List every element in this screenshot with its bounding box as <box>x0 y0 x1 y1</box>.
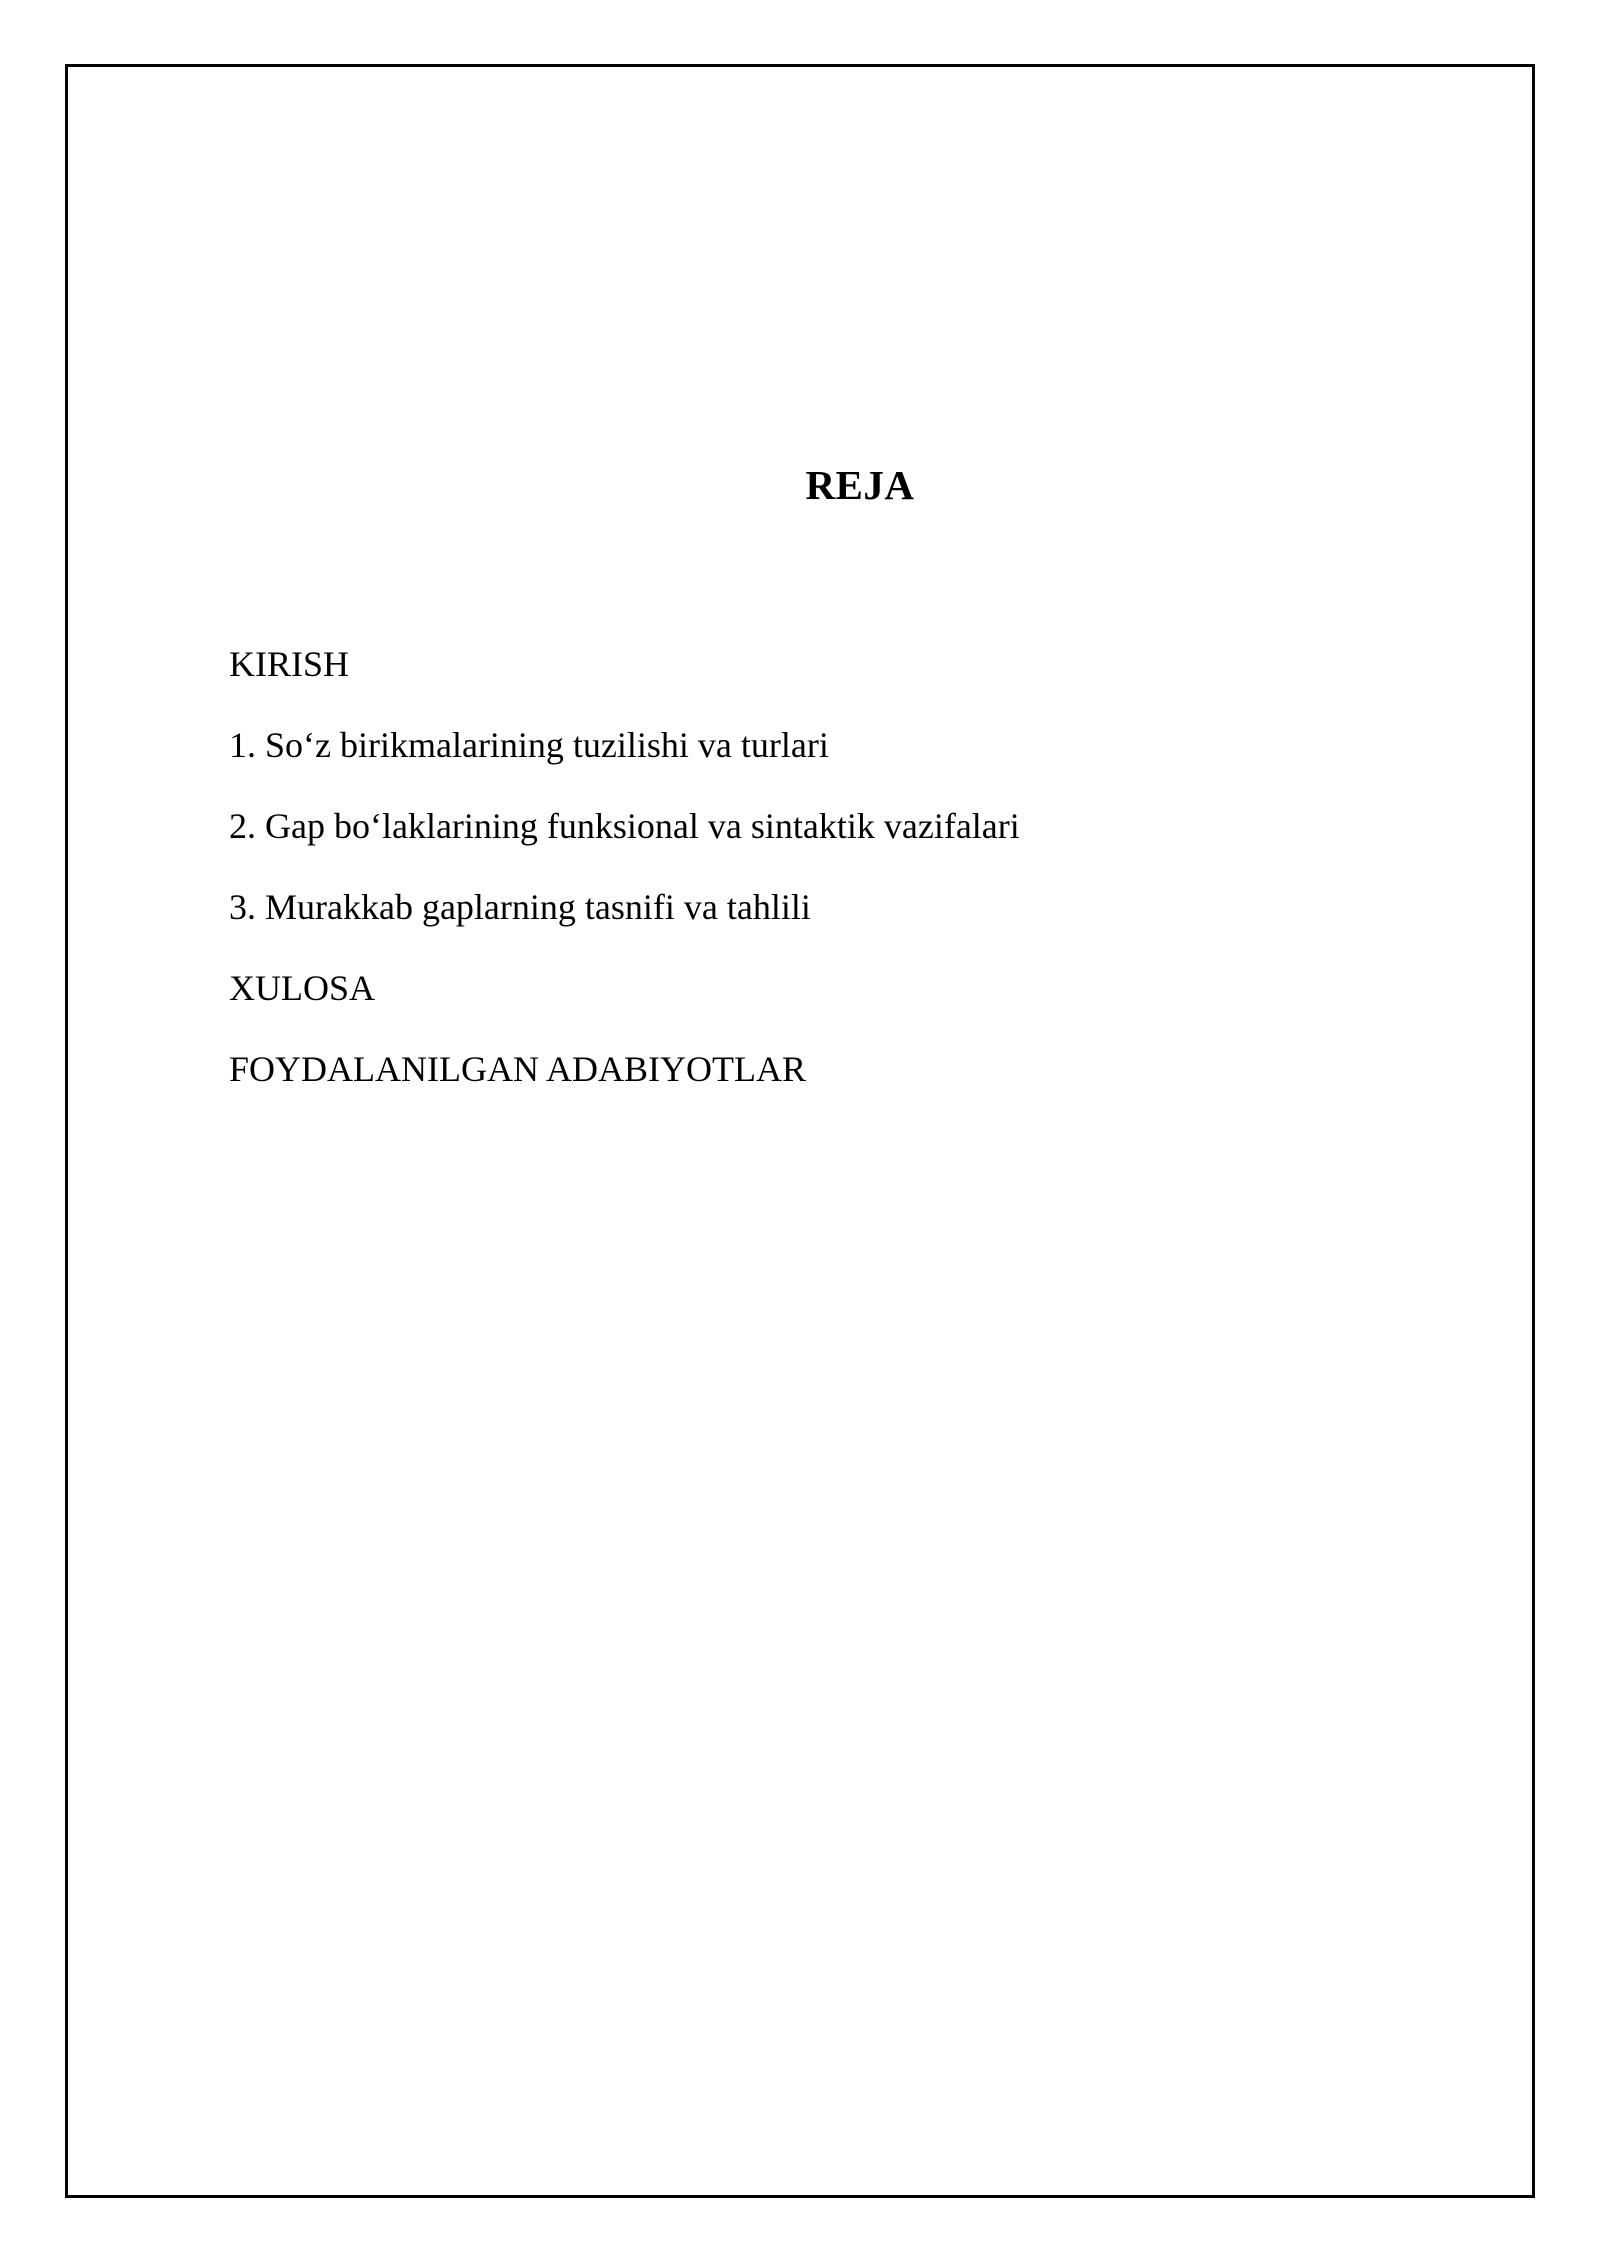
plan-item-2: 2. Gap bo‘laklarining funksional va sintaktik vazifalari <box>229 806 1020 846</box>
page-border <box>65 64 1535 2198</box>
plan-item-conclusion: XULOSA <box>229 968 376 1008</box>
plan-item-1: 1. So‘z birikmalarining tuzilishi va turlari <box>229 725 829 765</box>
plan-list <box>229 640 1020 1126</box>
page-title: REJA <box>805 462 915 508</box>
plan-item-references: FOYDALANILGAN ADABIYOTLAR <box>229 1049 806 1089</box>
plan-item-3: 3. Murakkab gaplarning tasnifi va tahlili <box>229 887 811 927</box>
plan-item-introduction: KIRISH <box>229 644 350 684</box>
